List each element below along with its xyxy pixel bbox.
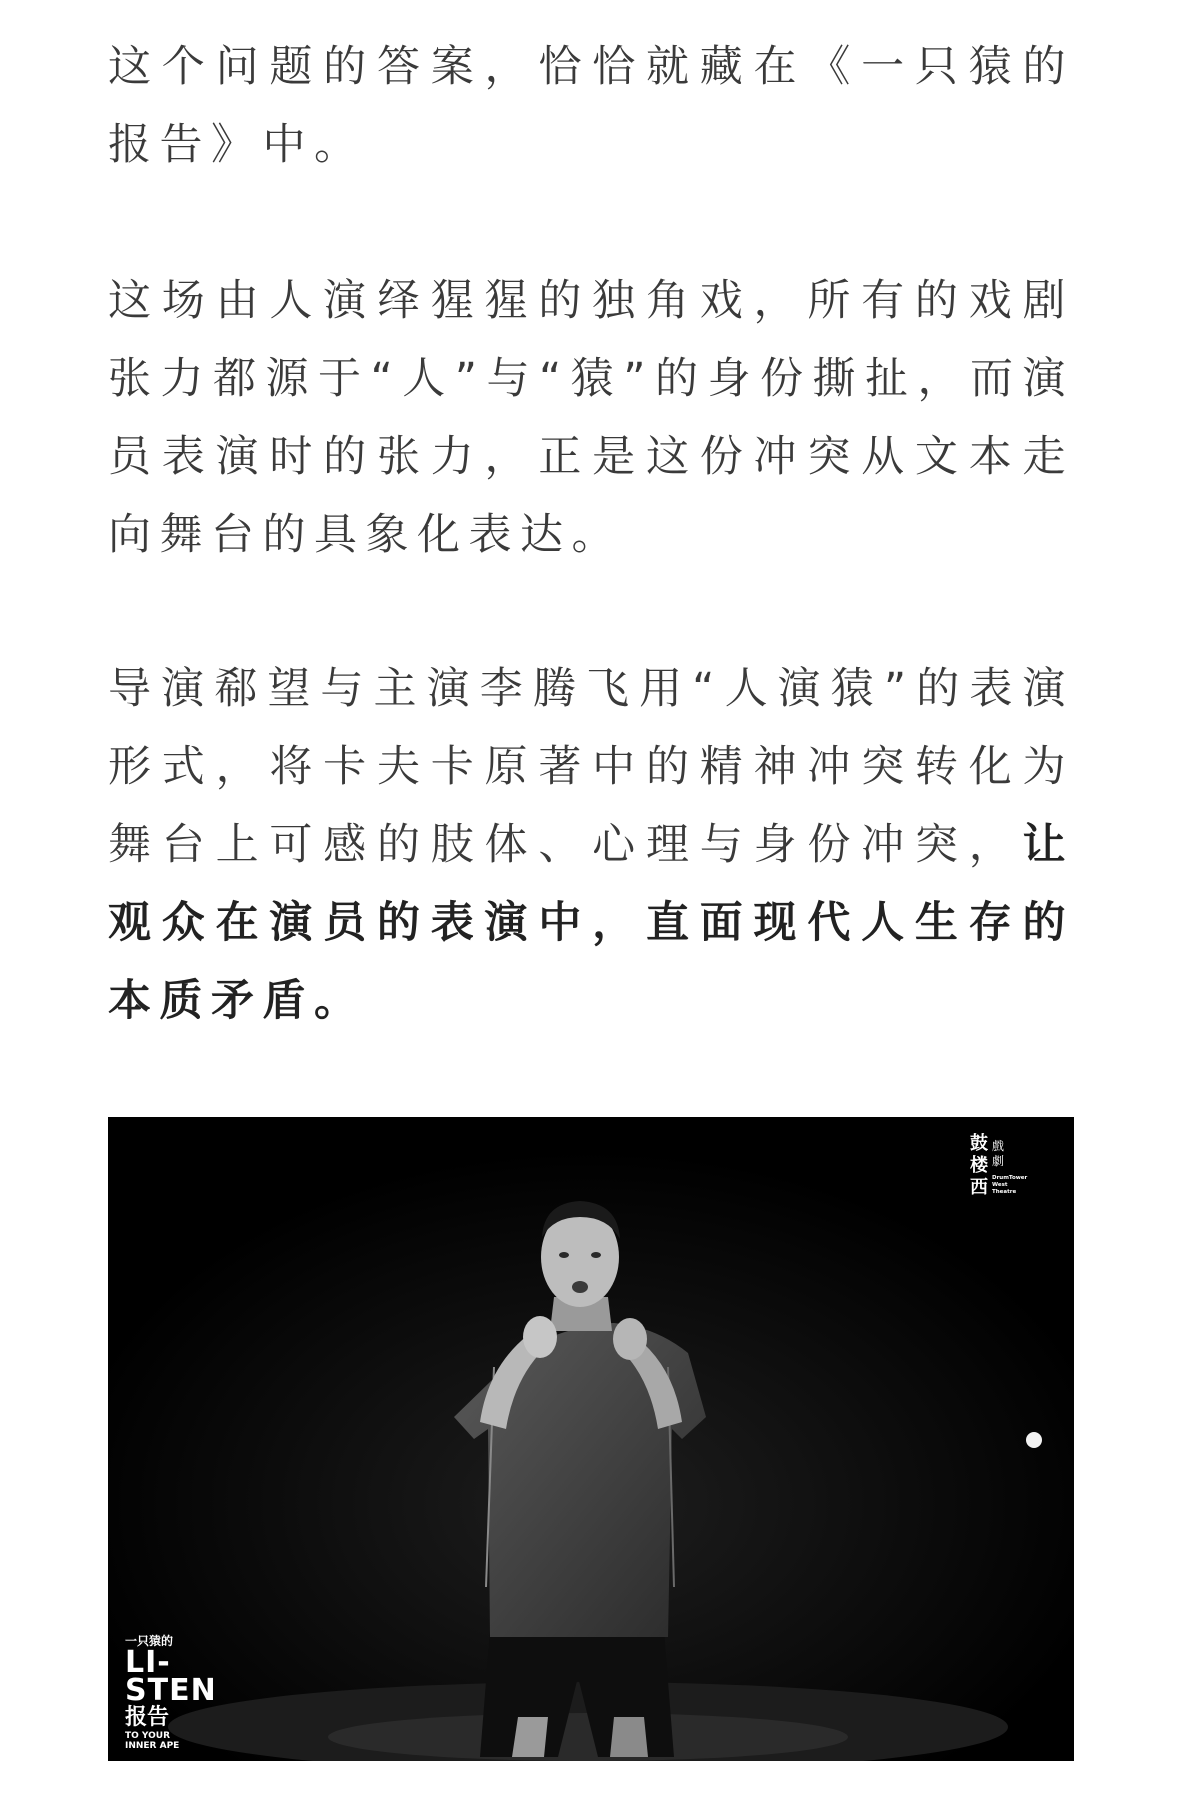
stage-photo [108,1117,1074,1761]
paragraph-1-text: 这个问题的答案，恰恰就藏在《一只猿的报告》中。 [108,42,1074,170]
show-logo [125,1633,265,1751]
paragraph-3 [108,650,1074,1040]
venue-logo [970,1133,1030,1213]
paragraph-2-text: 这场由人演绎猩猩的独角戏，所有的戏剧张力都源于“人”与“猿”的身份撕扯，而演员表演时的张力，正是这份冲突从文本走向舞台的具象化表达。 [108,276,1074,560]
paragraph-1 [108,28,1074,184]
paragraph-3-text: 导演郗望与主演李腾飞用“人演猿”的表演形式，将卡夫卡原著中的精神冲突转化为舞台上可感的肢体、心理与身份冲突， [108,664,1074,870]
venue-logo-small-chars: 戲劇 [992,1139,1005,1168]
venue-logo-chars: 鼓楼西 [970,1133,988,1198]
show-logo-cn-top: 一只猿的 [125,1634,174,1648]
paragraph-3-emphasis: 让观众在演员的表演中，直面现代人生存的本质矛盾。 [108,820,1074,1026]
venue-logo-english: DrumTower West Theatre [992,1175,1028,1195]
show-logo-en-big: LI- STEN [125,1645,217,1708]
show-logo-en-small: TO YOUR INNER APE [125,1731,180,1751]
paragraph-2 [108,262,1074,574]
show-logo-cn-bottom: 报告 [125,1705,170,1730]
